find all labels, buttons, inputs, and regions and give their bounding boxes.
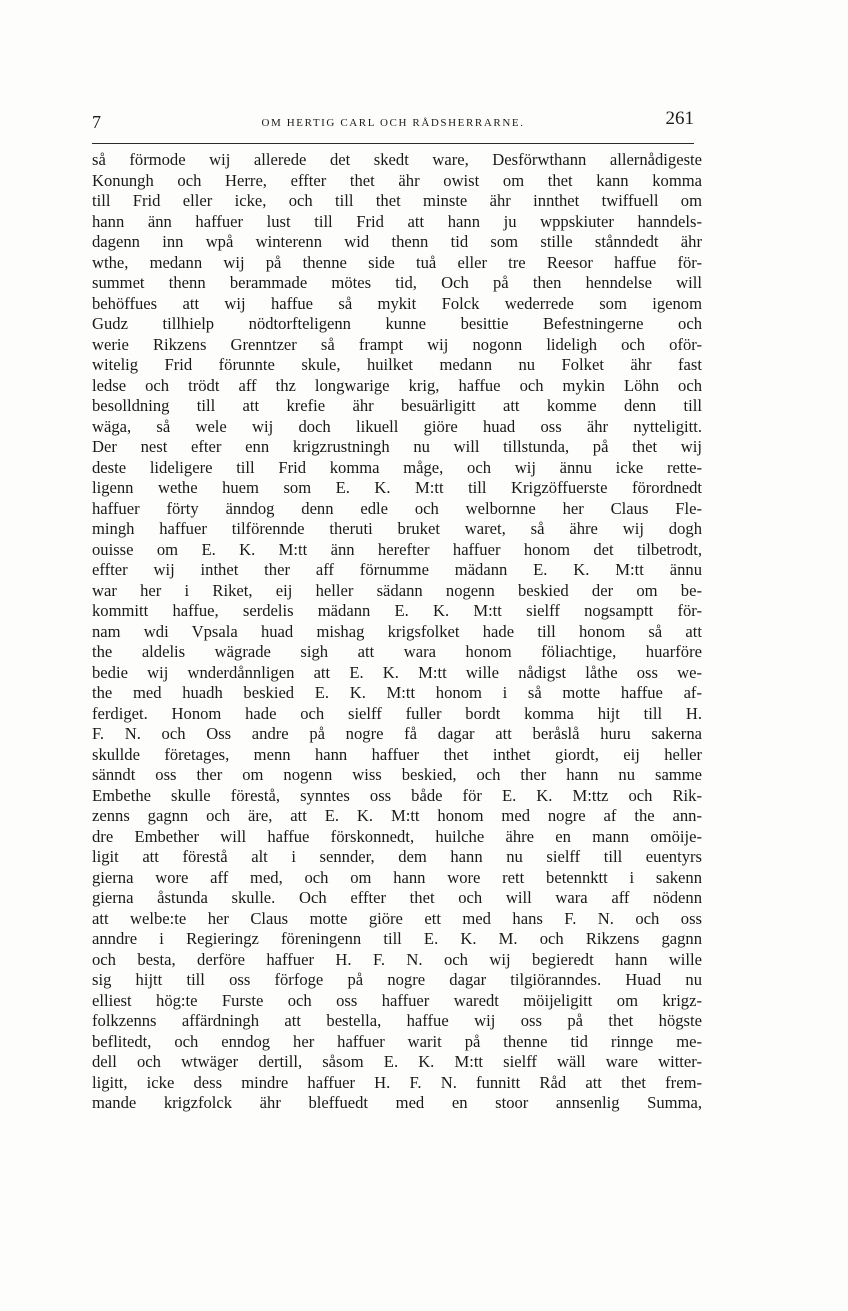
running-head xyxy=(92,108,694,138)
text-line: werie Rikzens Grenntzer så frampt wij nogonn lideligh och oför- xyxy=(92,334,702,354)
text-line: till Frid eller icke, och till thet minste ähr innthet twiffuell om xyxy=(92,191,702,210)
text-line: anndre i Regieringz föreningenn till E. K. M. och Rikzens gagnn xyxy=(92,929,702,948)
text-line: dagenn inn wpå winterenn wid thenn tid som stille stånndedt ähr xyxy=(92,232,702,251)
text-line: dre Embether will haffue förskonnedt, huilche ähre en mann omöije- xyxy=(92,826,702,846)
text-line: mingh haffuer tilförennde theruti bruket waret, så ähre wij dogh xyxy=(92,519,702,538)
text-line: ligenn wethe huem som E. K. M:tt till Krigzöffuerste förordnedt xyxy=(92,478,702,497)
text-line: att welbe:te her Claus motte giöre ett med hans F. N. och oss xyxy=(92,908,702,928)
text-line: the aldelis wägrade sigh att wara honom föliachtige, huarföre xyxy=(92,642,702,661)
text-line: ligit att förestå alt i sennder, dem hann nu sielff till euentyrs xyxy=(92,847,702,866)
text-line: the med huadh beskied E. K. M:tt honom i så motte haffue af- xyxy=(92,683,702,702)
text-line: summet thenn berammade mötes tid, Och på then henndelse will xyxy=(92,273,702,292)
text-line: ledse och trödt aff thz longwarige krig, haffue och mykin Löhn och xyxy=(92,375,702,395)
text-line: effter wij inthet ther aff förnumme mädann E. K. M:tt ännu xyxy=(92,560,702,579)
running-title: OM HERTIG CARL OCH RÅDSHERRARNE. xyxy=(261,117,525,129)
text-line: elliest hög:te Furste och oss haffuer waredt möijeligitt om krigz- xyxy=(92,990,702,1010)
signature-mark: 7 xyxy=(92,112,101,132)
text-line: haffuer förty änndog denn edle och welbornne her Claus Fle- xyxy=(92,498,702,518)
text-line: nam wdi Vpsala huad mishag krigsfolket hade till honom så att xyxy=(92,621,702,641)
text-line: wthe, medann wij på thenne side tuå eller tre Reesor haffue för- xyxy=(92,252,702,272)
text-line: war her i Riket, eij heller sädann nogenn beskied der om be- xyxy=(92,580,702,600)
text-line: sänndt oss ther om nogenn wiss beskied, och ther hann nu samme xyxy=(92,765,702,784)
text-line: F. N. och Oss andre på nogre få dagar att beråslå huru sakerna xyxy=(92,724,702,743)
text-line: Gudz tillhielp nödtorfteligenn kunne besittie Befestningerne och xyxy=(92,314,702,333)
text-line: ouisse om E. K. M:tt änn herefter haffuer honom det tilbetrodt, xyxy=(92,539,702,559)
text-line: wäga, så wele wij doch likuell giöre huad oss ähr nytteligitt. xyxy=(92,416,702,436)
text-line: ligitt, icke dess mindre haffuer H. F. N. funnitt Råd att thet frem- xyxy=(92,1072,702,1092)
text-line: deste lideligere till Frid komma måge, och wij ännu icke rette- xyxy=(92,457,702,477)
text-line: dell och wtwäger dertill, såsom E. K. M:tt sielff wäll ware witter- xyxy=(92,1052,702,1071)
text-line: Konungh och Herre, effter thet ähr owist om thet kann komma xyxy=(92,170,702,190)
text-line: ferdiget. Honom hade och sielff fuller bordt komma hijt till H. xyxy=(92,703,702,723)
text-line: behöffues att wij haffue så mykit Folck wederrede som igenom xyxy=(92,293,702,313)
text-line: hann änn haffuer lust till Frid att hann ju wppskiuter hanndels- xyxy=(92,211,702,231)
text-line: gierna wore aff med, och om hann wore rett betennktt i sakenn xyxy=(92,867,702,887)
text-line: beflitedt, och enndog her haffuer warit på thenne tid rinnge me- xyxy=(92,1031,702,1051)
text-line: Der nest efter enn krigzrustningh nu will tillstunda, på thet wij xyxy=(92,437,702,456)
text-line: kommitt haffue, serdelis mädann E. K. M:tt sielff nogsamptt för- xyxy=(92,601,702,620)
text-line: gierna åstunda skulle. Och effter thet och will wara aff nödenn xyxy=(92,888,702,907)
text-line: folkzenns affärdningh att bestella, haffue wij oss på thet högste xyxy=(92,1011,702,1030)
text-line: besolldning till att krefie ähr besuärligitt att komme denn till xyxy=(92,396,702,415)
body-text xyxy=(92,150,702,1114)
text-line: sig hijtt till oss förfoge på nogre dagar tilgiöranndes. Huad nu xyxy=(92,970,702,989)
text-line: Embethe skulle förestå, synntes oss både för E. K. M:ttz och Rik- xyxy=(92,785,702,805)
text-line: skullde företages, menn hann haffuer thet inthet giordt, eij heller xyxy=(92,744,702,764)
page-number: 261 xyxy=(665,108,694,129)
text-line: och besta, derföre haffuer H. F. N. och wij begieredt hann wille xyxy=(92,949,702,969)
text-line: zenns gagnn och äre, att E. K. M:tt honom med nogre af the ann- xyxy=(92,806,702,825)
text-line: så förmode wij allerede det skedt ware, Desförwthann allernådigeste xyxy=(92,150,702,169)
text-line: bedie wij wnderdånnligen att E. K. M:tt wille nådigst låthe oss we- xyxy=(92,662,702,682)
text-line: mande krigzfolck ähr bleffuedt med en stoor annsenlig Summa, xyxy=(92,1093,702,1112)
text-line: witelig Frid förunnte skule, huilket medann nu Folket ähr fast xyxy=(92,355,702,374)
header-rule xyxy=(92,143,694,144)
